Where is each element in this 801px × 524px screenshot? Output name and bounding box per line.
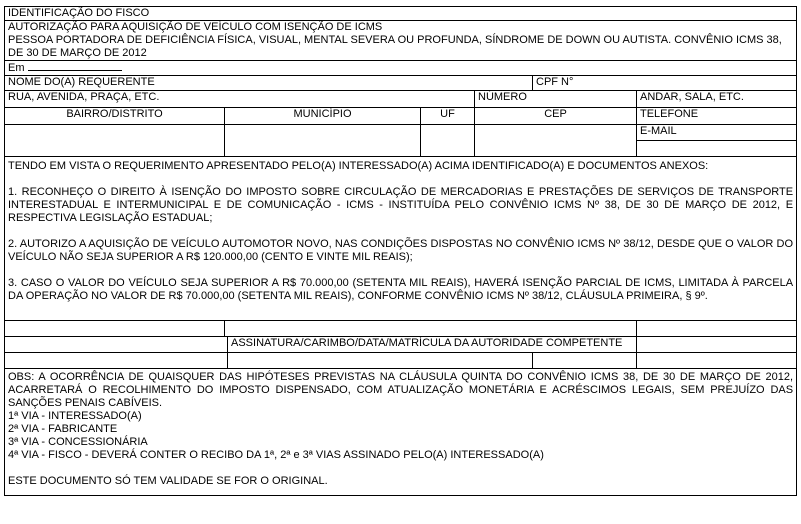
floor-room-field[interactable]: ANDAR, SALA, ETC. <box>637 91 797 108</box>
icms-exemption-form <box>4 6 796 496</box>
via-2: 2ª VIA - FABRICANTE <box>8 423 118 435</box>
item-3-paragraph: 3. CASO O VALOR DO VEÍCULO SEJA SUPERIOR A R$ 70.000,00 (SETENTA MIL REAIS), HAVERÁ ISENÇÃO PARCIAL DE ICMS, LIMITADA À PARCELA DA OPERAÇÃO NO VALOR DE R$ 70.000,00 (SETENTA MIL REAIS), CONFORME CONVÊNIO ICMS Nº 38/12, CLÁUSULA PRIMEIRA, § 9º. <box>8 277 794 302</box>
signature-row3-cell[interactable] <box>228 353 533 369</box>
number-field[interactable]: NÚMERO <box>475 91 637 108</box>
requester-name-field[interactable]: NOME DO(A) REQUERENTE <box>5 76 533 91</box>
cep-header: CEP <box>475 108 637 125</box>
email-field[interactable]: E-MAIL <box>637 125 797 141</box>
signature-row3-cell[interactable] <box>5 353 228 369</box>
phone-field[interactable]: TELEFONE <box>637 108 797 125</box>
uf-value[interactable] <box>421 125 475 157</box>
uf-header: UF <box>421 108 475 125</box>
street-field[interactable]: RUA, AVENIDA, PRAÇA, ETC. <box>5 91 475 108</box>
signature-row3-cell[interactable] <box>533 353 637 369</box>
signature-label: ASSINATURA/CARIMBO/DATA/MATRÍCULA DA AUTORIDADE COMPETENTE <box>228 337 637 353</box>
signature-row1-cell[interactable] <box>5 321 225 337</box>
date-field[interactable] <box>5 61 797 76</box>
item-1-paragraph: 1. RECONHEÇO O DIREITO À ISENÇÃO DO IMPOSTO SOBRE CIRCULAÇÃO DE MERCADORIAS E PRESTAÇÕES DE SERVIÇOS DE TRANSPORTE INTERESTADUAL E INTERMUNICIPAL E DE COMUNICAÇÃO - ICMS - INSTITUÍDA PELO CONVÊNIO ICMS Nº 38, DE 30 DE MARÇO DE 2012, E RESPECTIVA LEGISLAÇÃO ESTADUAL; <box>8 186 794 224</box>
signature-row1-cell[interactable] <box>225 321 637 337</box>
signature-row3-cell[interactable] <box>637 353 797 369</box>
observations <box>5 369 797 496</box>
signature-row2-cell[interactable] <box>637 337 797 353</box>
validity-note: ESTE DOCUMENTO SÓ TEM VALIDADE SE FOR O ORIGINAL. <box>8 475 328 487</box>
item-2-paragraph: 2. AUTORIZO A AQUISIÇÃO DE VEÍCULO AUTOMOTOR NOVO, NAS CONDIÇÕES DISPOSTAS NO CONVÊNIO ICMS Nº 38/12, DESDE QUE O VALOR DO VEÍCULO NÃO SEJA SUPERIOR A R$ 120.000,00 (CENTO E VINTE MIL REAIS); <box>8 238 794 263</box>
authorization-title: AUTORIZAÇÃO PARA AQUISIÇÃO DE VEÍCULO COM ISENÇÃO DE ICMS <box>8 21 383 33</box>
authorization-subtitle: PESSOA PORTADORA DE DEFICIÊNCIA FÍSICA, VISUAL, MENTAL SEVERA OU PROFUNDA, SÍNDROME DE DOWN OU AUTISTA. CONVÊNIO ICMS 38, DE 30 DE MARÇO DE 2012 <box>8 34 782 59</box>
email-value[interactable] <box>637 141 797 157</box>
via-1: 1ª VIA - INTERESSADO(A) <box>8 410 142 422</box>
via-3: 3ª VIA - CONCESSIONÁRIA <box>8 436 148 448</box>
date-blank-line <box>28 61 122 71</box>
fisco-title: IDENTIFICAÇÃO DO FISCO <box>5 7 797 21</box>
cep-value[interactable] <box>475 125 637 157</box>
obs-paragraph: OBS: A OCORRÊNCIA DE QUAISQUER DAS HIPÓTESES PREVISTAS NA CLÁUSULA QUINTA DO CONVÊNIO ICMS 38, DE 30 DE MARÇO DE 2012, ACARRETARÁ O RECOLHIMENTO DO IMPOSTO DISPENSADO, COM ATUALIZAÇÃO MONETÁRIA E ACRÉSCIMOS LEGAIS, SEM PREJUÍZO DAS SANÇÕES PENAIS CABÍVEIS. <box>8 371 794 409</box>
district-header: BAIRRO/DISTRITO <box>5 108 225 125</box>
date-label: Em <box>8 62 25 74</box>
authorization-body <box>5 157 797 321</box>
form-table <box>4 6 797 496</box>
municipality-value[interactable] <box>225 125 421 157</box>
authorization-header <box>5 21 797 61</box>
signature-row2-cell[interactable] <box>5 337 228 353</box>
intro-paragraph: TENDO EM VISTA O REQUERIMENTO APRESENTADO PELO(A) INTERESSADO(A) ACIMA IDENTIFICADO(A) E DOCUMENTOS ANEXOS: <box>8 160 709 172</box>
signature-row1-cell[interactable] <box>637 321 797 337</box>
via-4: 4ª VIA - FISCO - DEVERÁ CONTER O RECIBO DA 1ª, 2ª e 3ª VIAS ASSINADO PELO(A) INTERESSADO(A) <box>8 449 544 461</box>
municipality-header: MUNICÍPIO <box>225 108 421 125</box>
cpf-field[interactable]: CPF N° <box>533 76 797 91</box>
district-value[interactable] <box>5 125 225 157</box>
